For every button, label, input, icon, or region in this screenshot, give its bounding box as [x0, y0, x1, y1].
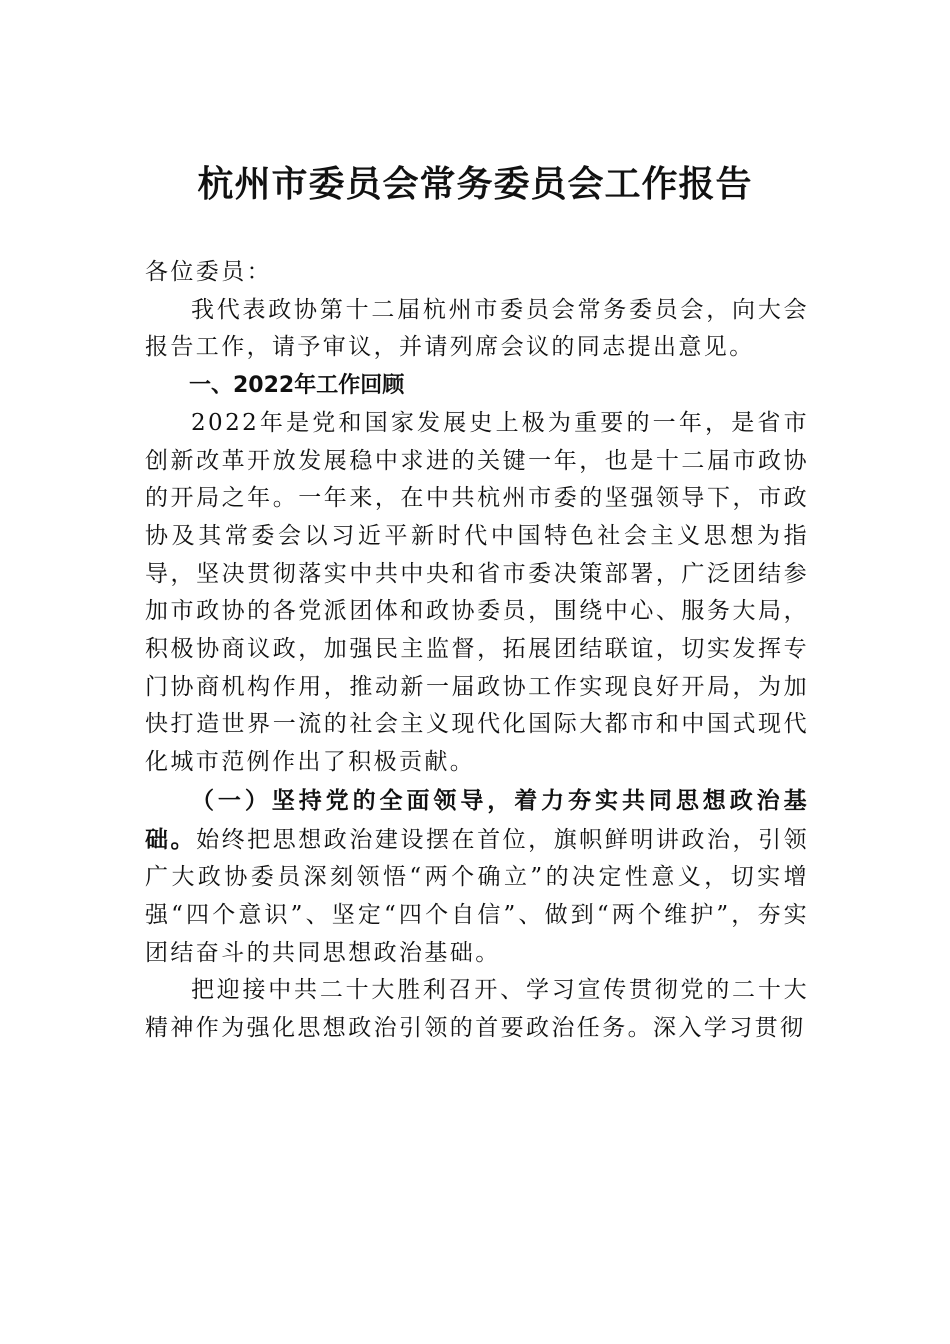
document-title: 杭州市委员会常务委员会工作报告 — [197, 163, 753, 205]
subsection-paragraph — [145, 782, 809, 973]
review-paragraph: 2022年是党和国家发展史上极为重要的一年，是省市创新改革开放发展稳中求进的关键一年，也是十二届市政协的开局之年。一年来，在中共杭州市委的坚强领导下，市政协及其常委会以习近平新时代中国特色社会主义思想为指导，坚决贯彻落实中共中央和省市委决策部署，广泛团结参加市政协的各党派团体和政协委员，围绕中心、服务大局，积极协商议政，加强民主监督，拓展团结联谊，切实发挥专门协商机构作用，推动新一届政协工作实现良好开局，为加快打造世界一流的社会主义现代化国际大都市和中国式现代化城市范例作出了积极贡献。 — [145, 409, 809, 776]
subsection-body: 始终把思想政治建设摆在首位，旗帜鲜明讲政治，引领广大政协委员深刻领悟“两个确立”的决定性意义，切实增强“四个意识”、坚定“四个自信”、做到“两个维护”，夯实团结奋斗的共同思想政治基础。 — [145, 826, 809, 966]
salutation: 各位委员： — [145, 259, 272, 285]
closing-paragraph: 把迎接中共二十大胜利召开、学习宣传贯彻党的二十大精神作为强化思想政治引领的首要政治任务。深入学习贯彻 — [145, 977, 809, 1042]
subsection-heading: （一）坚持党的全面领导，着力夯实共同思想政治基础。 — [145, 786, 809, 853]
section-heading: 一、2022年工作回顾 — [189, 373, 405, 399]
intro-paragraph: 我代表政协第十二届杭州市委员会常务委员会，向大会报告工作，请予审议，并请列席会议的同志提出意见。 — [145, 296, 809, 361]
document-body — [145, 254, 809, 1048]
